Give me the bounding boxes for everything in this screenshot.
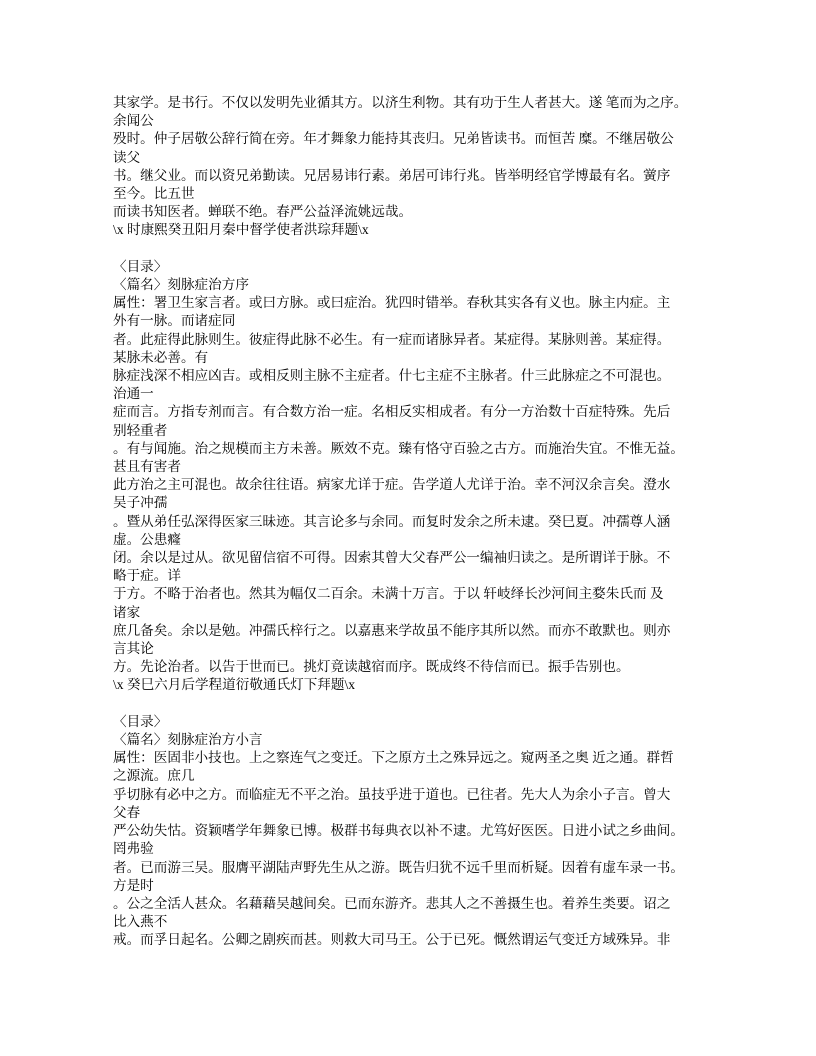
text-line: 别轻重者 <box>113 422 168 438</box>
text-line: 虚。公患癃 <box>113 531 181 547</box>
text-line: 症而言。方指专剂而言。有合数方治一症。名相反实相成者。有分一方治数十百症特殊。先后 <box>113 404 671 420</box>
text-line: 者。此症得此脉则生。彼症得此脉不必生。有一症而诸脉异者。某症得。某脉则善。某症得。 <box>113 331 671 347</box>
text-line <box>113 240 753 258</box>
text-line: 而读书知医者。蝉联不绝。春严公益泽流姚远哉。 <box>113 204 413 220</box>
text-line: 治通一 <box>113 386 154 402</box>
text-line: 脉症浅深不相应凶吉。或相反则主脉不主症者。什七主症不主脉者。什三此脉症之不可混也。 <box>113 368 671 384</box>
text-line: 言其论 <box>113 641 154 657</box>
text-line: 外有一脉。而诸症同 <box>113 313 236 329</box>
text-line: 殁时。仲子居敬公辞行简在旁。年才舞象力能持其丧归。兄弟皆读书。而恒苦 糜。不继居敬公 <box>113 131 674 147</box>
text-line: \x 时康熙癸丑阳月秦中督学使者洪琮拜题\x <box>113 222 369 238</box>
text-line: 戒。而孚日起名。公卿之剧疾而甚。则救大司马王。公于已死。慨然谓运气变迁方域殊异。非 <box>113 932 671 948</box>
text-line: 读父 <box>113 149 141 165</box>
text-line: 比入燕不 <box>113 914 168 930</box>
text-line: 罔弗验 <box>113 841 154 857</box>
text-line: 方是时 <box>113 877 154 893</box>
text-line: 至今。比五世 <box>113 186 195 202</box>
text-line: 。公之全活人甚众。名藉藉吴越间矣。已而东游齐。悲其人之不善摄生也。着养生类要。诏之 <box>113 895 671 911</box>
text-line: 乎切脉有必中之方。而临症无不平之治。虽技乎进于道也。已往者。先大人为余小子言。曾大 <box>113 786 671 802</box>
text-line: 于方。不略于治者也。然其为幅仅二百余。未满十万言。于以 轩岐绎长沙河间主婺朱氏而 及 <box>113 586 664 602</box>
text-line: 庶几备矣。余以是勉。冲孺氏梓行之。以嘉惠来学故虽不能序其所以然。而亦不敢默也。则亦 <box>113 622 671 638</box>
text-line: 属性：署卫生家言者。或曰方脉。或曰症治。犹四时错举。春秋其实各有义也。脉主内症。主 <box>113 295 671 311</box>
text-line: 。暨从弟任弘深得医家三昧迹。其言论多与余同。而复时发余之所未逮。癸巳夏。冲孺尊人涵 <box>113 513 671 529</box>
text-line: \x 癸巳六月后学程道衍敬通氏灯下拜题\x <box>113 677 356 693</box>
text-line: 严公幼失怙。资颖嗜学年舞象已博。极群书每典衣以补不逮。尤笃好医医。日进小试之乡曲间。 <box>113 823 684 839</box>
text-line: 书。继父业。而以资兄弟勤读。兄居易讳行素。弟居可讳行兆。皆举明经官学博最有名。黉序 <box>113 167 671 183</box>
text-line: 方。先论治者。以告于世而已。挑灯竟读越宿而序。既成终不待信而已。振手告别也。 <box>113 659 630 675</box>
text-line <box>113 695 753 713</box>
text-line: 〈目录〉 <box>113 258 168 274</box>
text-line: 诸家 <box>113 604 141 620</box>
text-line: 此方治之主可混也。故余往往语。病家尤详于症。告学道人尤详于治。幸不河汉余言矣。澄水 <box>113 477 671 493</box>
text-line: 父春 <box>113 804 141 820</box>
text-line: 之源流。庶几 <box>113 768 195 784</box>
text-line: 属性：医固非小技也。上之察连气之变迁。下之原方土之殊异远之。窥两圣之奥 近之通。群哲 <box>113 750 674 766</box>
text-line: 闭。余以是过从。欲见留信宿不可得。因索其曾大父春严公一编袖归读之。是所谓详于脉。不 <box>113 550 671 566</box>
text-line: 甚且有害者 <box>113 459 181 475</box>
text-line: 略于症。详 <box>113 568 181 584</box>
text-line: 〈篇名〉刻脉症治方序 <box>113 277 249 293</box>
text-line: 吴子冲孺 <box>113 495 168 511</box>
text-line: 〈篇名〉刻脉症治方小言 <box>113 732 263 748</box>
text-line: 。有与闻施。治之规模而主方未善。厥效不克。臻有恪守百验之古方。而施治失宜。不惟无益。 <box>113 440 684 456</box>
document-text <box>113 94 753 950</box>
text-line: 某脉未必善。有 <box>113 349 209 365</box>
text-line: 者。已而游三吴。服膺平湖陆声野先生从之游。既告归犹不远千里而析疑。因着有虚车录一书。 <box>113 859 684 875</box>
text-line: 〈目录〉 <box>113 713 168 729</box>
text-line: 余闻公 <box>113 113 154 129</box>
text-line: 其家学。是书行。不仅以发明先业循其方。以济生利物。其有功于生人者甚大。遂 笔而为之序。 <box>113 95 688 110</box>
